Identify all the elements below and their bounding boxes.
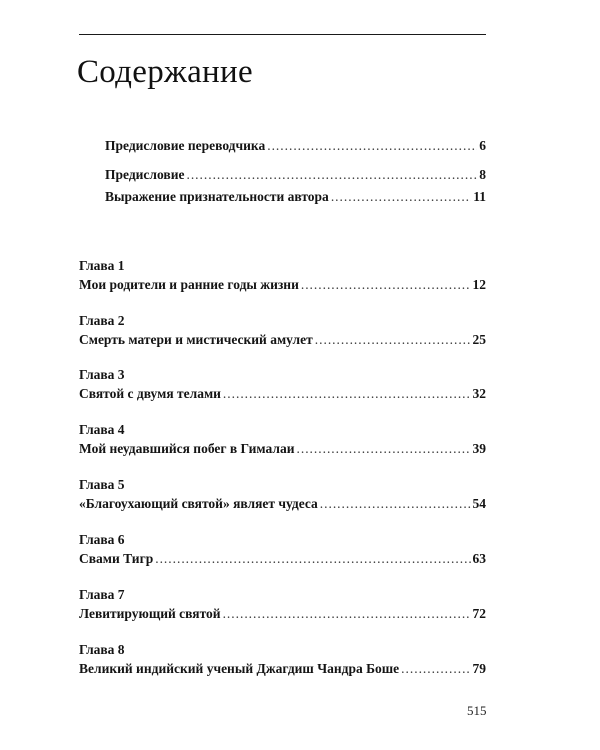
- toc-entry-chapter-2[interactable]: [79, 331, 486, 349]
- toc-entry-label: Предисловие: [105, 167, 185, 182]
- toc-entry-translator-preface[interactable]: [105, 137, 486, 155]
- toc-entry-page: 32: [472, 386, 486, 401]
- toc-entry-preface[interactable]: [105, 166, 486, 184]
- toc-entry-chapter-1[interactable]: [79, 276, 486, 294]
- leader-dots: [186, 166, 477, 184]
- leader-dots: [331, 188, 471, 206]
- leader-dots: [155, 550, 470, 568]
- leader-dots: [267, 137, 477, 155]
- toc-entry-page: 72: [472, 606, 486, 621]
- toc-entry-chapter-3[interactable]: [79, 385, 486, 403]
- toc-entry-page: 63: [472, 551, 486, 566]
- leader-dots: [301, 276, 471, 294]
- leader-dots: [320, 495, 471, 513]
- toc-entry-label: Святой с двумя телами: [79, 386, 221, 401]
- chapter-heading: Глава 5: [79, 477, 125, 492]
- toc-entry-chapter-7[interactable]: [79, 605, 486, 623]
- chapter-heading: Глава 4: [79, 422, 125, 437]
- toc-entry-label: Свами Тигр: [79, 551, 154, 566]
- toc-entry-page: 6: [479, 138, 486, 153]
- toc-entry-page: 39: [472, 441, 486, 456]
- toc-entry-page: 25: [472, 332, 486, 347]
- leader-dots: [223, 605, 471, 623]
- toc-entry-chapter-4[interactable]: [79, 440, 486, 458]
- chapter-heading: Глава 1: [79, 258, 125, 273]
- page-title: Содержание: [77, 54, 253, 90]
- leader-dots: [315, 331, 471, 349]
- toc-entry-page: 79: [472, 661, 486, 676]
- chapter-heading: Глава 8: [79, 642, 125, 657]
- toc-entry-label: Смерть матери и мистический амулет: [79, 332, 313, 347]
- top-rule: [79, 34, 486, 35]
- page-number: 515: [467, 703, 487, 718]
- leader-dots: [401, 660, 470, 678]
- toc-entry-label: Великий индийский ученый Джагдиш Чандра Боше: [79, 661, 400, 676]
- toc-entry-page: 11: [473, 189, 486, 204]
- toc-entry-page: 54: [472, 496, 486, 511]
- toc-entry-label: Мои родители и ранние годы жизни: [79, 277, 299, 292]
- toc-entry-chapter-6[interactable]: [79, 550, 486, 568]
- toc-entry-page: 12: [472, 277, 486, 292]
- leader-dots: [297, 440, 471, 458]
- chapter-heading: Глава 2: [79, 313, 125, 328]
- chapter-heading: Глава 7: [79, 587, 125, 602]
- leader-dots: [223, 385, 471, 403]
- toc-entry-label: Мой неудавшийся побег в Гималаи: [79, 441, 295, 456]
- toc-entry-acknowledgements[interactable]: [105, 188, 486, 206]
- chapter-heading: Глава 6: [79, 532, 125, 547]
- chapter-heading: Глава 3: [79, 367, 125, 382]
- toc-entry-label: Левитирующий святой: [79, 606, 221, 621]
- toc-entry-chapter-8[interactable]: [79, 660, 486, 678]
- toc-entry-label: Выражение признательности автора: [105, 189, 329, 204]
- toc-entry-chapter-5[interactable]: [79, 495, 486, 513]
- toc-entry-label: Предисловие переводчика: [105, 138, 266, 153]
- toc-entry-page: 8: [479, 167, 486, 182]
- toc-entry-label: «Благоухающий святой» являет чудеса: [79, 496, 318, 511]
